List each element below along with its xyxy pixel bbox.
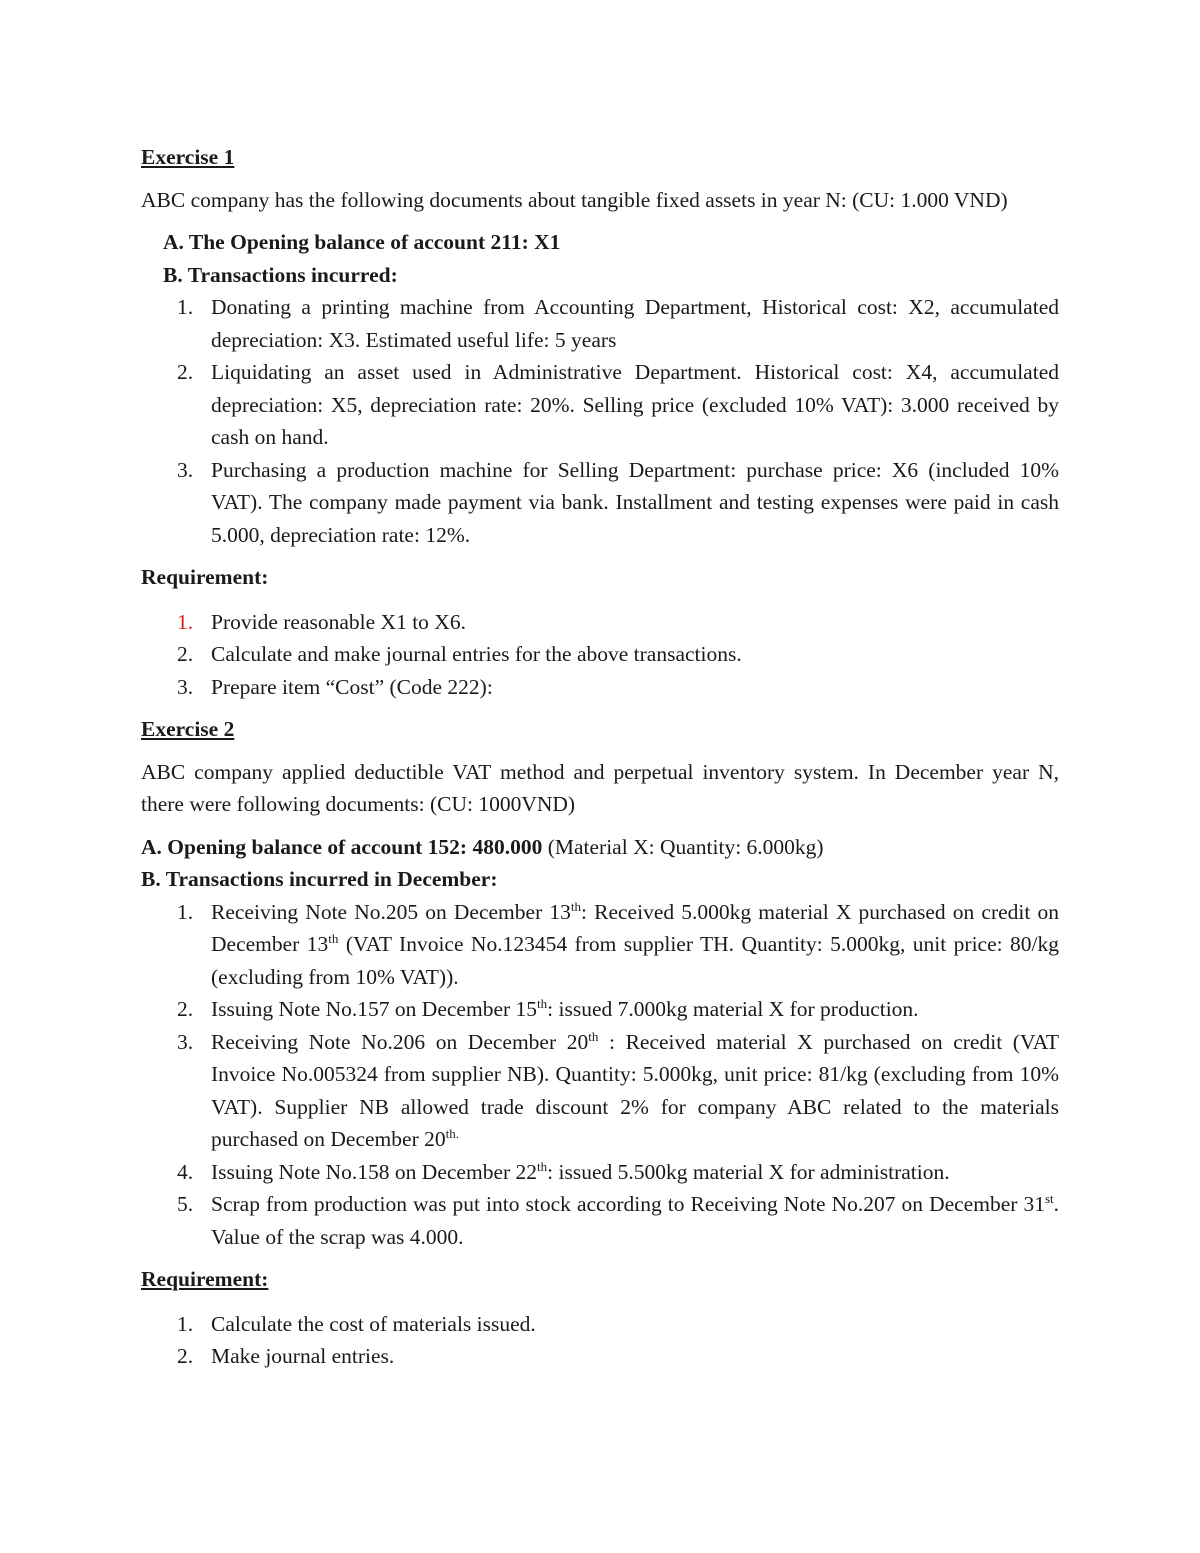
transaction-text: Purchasing a production machine for Selling Department: purchase price: X6 (included 10% VAT). The company made payment via bank. Installment and testing expenses were paid in cash 5.000, depreciation rate: 12%. [211, 457, 1059, 547]
list-number: 4. [177, 1159, 194, 1184]
exercise-1-requirement-title: Requirement: [141, 565, 269, 589]
exercise-1-section-a: A. The Opening balance of account 211: X1 [163, 230, 561, 254]
document-body [141, 141, 1059, 1373]
exercise-1-requirement [141, 638, 1059, 671]
list-number: 3. [177, 674, 194, 699]
exercise-2-requirement-title: Requirement: [141, 1267, 269, 1291]
exercise-1-transaction [141, 356, 1059, 454]
transaction-text: Donating a printing machine from Accounting Department, Historical cost: X2, accumulated depreciation: X3. Estimated useful life: 5 years [211, 295, 1059, 352]
transaction-text: : issued 7.000kg material X for production. [547, 997, 919, 1021]
exercise-1-requirement [141, 671, 1059, 704]
requirement-text: Calculate the cost of materials issued. [211, 1311, 536, 1336]
requirement-text: Provide reasonable X1 to X6. [211, 609, 466, 634]
ordinal-suffix: th. [445, 1125, 459, 1141]
transaction-text: Issuing Note No.158 on December 22 [211, 1159, 538, 1184]
exercise-2-title: Exercise 2 [141, 717, 235, 741]
exercise-2-intro: ABC company applied deductible VAT method and perpetual inventory system. In December year N, there were following documents: (CU: 1000VND) [141, 759, 1059, 816]
list-number: 1. [177, 899, 194, 924]
exercise-2-section-b: B. Transactions incurred in December: [141, 867, 498, 891]
exercise-2-transaction [141, 1156, 1059, 1189]
exercise-1-requirement [141, 606, 1059, 639]
exercise-1-intro: ABC company has the following documents about tangible fixed assets in year N: (CU: 1.000 VND) [141, 187, 1008, 212]
transaction-text: Scrap from production was put into stock according to Receiving Note No.207 on December 31 [211, 1192, 1045, 1216]
exercise-2-transaction [141, 993, 1059, 1026]
list-number: 1. [177, 609, 194, 634]
transaction-text: Liquidating an asset used in Administrative Department. Historical cost: X4, accumulated depreciation: X5, depreciation rate: 20%. Selling price (excluded 10% VAT): 3.000 received by cash on hand. [211, 360, 1059, 449]
list-number: 2. [177, 642, 194, 666]
ordinal-suffix: th [570, 898, 582, 914]
exercise-2-transaction [141, 1188, 1059, 1253]
exercise-2-requirement [141, 1340, 1059, 1373]
exercise-2-transaction [141, 1026, 1059, 1156]
transaction-text: : Received material X purchased on credit (VAT Invoice No.005324 from supplier NB). Quantity: 5.000kg, unit price: 81/kg (excluding from 10% VAT). Supplier NB allowed trade discount 2% for company ABC related to the materials purchased on December 20 [211, 1029, 1059, 1151]
exercise-2-transaction [141, 896, 1059, 994]
list-number: 1. [177, 295, 194, 319]
requirement-text: Calculate and make journal entries for the above transactions. [211, 642, 742, 666]
exercise-2-section-a [141, 831, 1059, 864]
list-number: 3. [177, 457, 194, 482]
list-number: 1. [177, 1311, 194, 1336]
exercise-1-title: Exercise 1 [141, 145, 235, 169]
requirement-text: Prepare item “Cost” (Code 222): [211, 674, 493, 699]
transaction-text: : issued 5.500kg material X for administration. [547, 1159, 950, 1184]
list-number: 2. [177, 997, 194, 1021]
section-a-bold: A. Opening balance of account 152: 480.000 [141, 834, 543, 859]
transaction-text: Receiving Note No.205 on December 13 [211, 899, 571, 924]
ordinal-suffix: th [537, 1158, 548, 1174]
exercise-2-requirement [141, 1308, 1059, 1341]
section-a-detail: (Material X: Quantity: 6.000kg) [542, 834, 824, 859]
list-number: 2. [177, 1344, 194, 1368]
transaction-text: . Value of the scrap was 4.000. [211, 1192, 1059, 1249]
ordinal-suffix: th [537, 995, 548, 1011]
transaction-text: : Received 5.000kg material X purchased on credit on December 13 [211, 899, 1059, 956]
ordinal-suffix: th [588, 1028, 599, 1044]
ordinal-suffix: st [1044, 1190, 1054, 1206]
exercise-1-section-b: B. Transactions incurred: [163, 262, 398, 287]
transaction-text: (VAT Invoice No.123454 from supplier TH. Quantity: 5.000kg, unit price: 80/kg (excluding from 10% VAT)). [211, 932, 1059, 989]
requirement-text: Make journal entries. [211, 1344, 395, 1368]
list-number: 2. [177, 360, 194, 384]
transaction-text: Issuing Note No.157 on December 15 [211, 997, 538, 1021]
list-number: 5. [177, 1192, 194, 1216]
exercise-1-transaction [141, 454, 1059, 552]
ordinal-suffix: th [328, 930, 339, 946]
transaction-text: Receiving Note No.206 on December 20 [211, 1029, 589, 1054]
exercise-1-transaction [141, 291, 1059, 356]
list-number: 3. [177, 1029, 194, 1054]
